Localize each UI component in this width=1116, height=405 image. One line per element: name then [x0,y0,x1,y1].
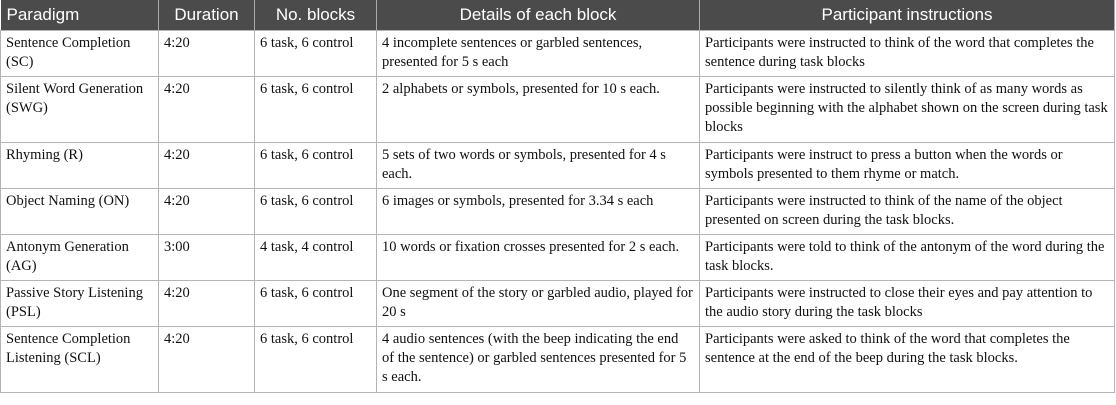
cell-blocks: 6 task, 6 control [255,143,377,189]
cell-blocks: 4 task, 4 control [255,235,377,281]
table-row [1,77,1115,143]
cell-blocks: 6 task, 6 control [255,327,377,393]
cell-duration: 4:20 [159,327,255,393]
table-row [1,281,1115,327]
cell-instructions: Participants were instruct to press a button when the words or symbols presented to them rhyme or match. [700,143,1115,189]
header-details: Details of each block [377,0,700,31]
table-row [1,143,1115,189]
cell-paradigm: Silent Word Generation (SWG) [1,77,159,143]
table-row [1,235,1115,281]
cell-details: 5 sets of two words or symbols, presented for 4 s each. [377,143,700,189]
cell-duration: 4:20 [159,143,255,189]
cell-details: One segment of the story or garbled audio, played for 20 s [377,281,700,327]
cell-blocks: 6 task, 6 control [255,77,377,143]
cell-paradigm: Rhyming (R) [1,143,159,189]
cell-details: 4 incomplete sentences or garbled sentences, presented for 5 s each [377,31,700,77]
cell-details: 4 audio sentences (with the beep indicating the end of the sentence) or garbled sentences presented for 5 s each. [377,327,700,393]
cell-details: 6 images or symbols, presented for 3.34 s each [377,189,700,235]
cell-instructions: Participants were instructed to think of the word that completes the sentence during task blocks [700,31,1115,77]
header-instructions: Participant instructions [700,0,1115,31]
cell-duration: 4:20 [159,281,255,327]
header-blocks: No. blocks [255,0,377,31]
cell-paradigm: Passive Story Listening (PSL) [1,281,159,327]
header-paradigm: Paradigm [1,0,159,31]
cell-instructions: Participants were instructed to close their eyes and pay attention to the audio story during the task blocks [700,281,1115,327]
cell-paradigm: Sentence Completion (SC) [1,31,159,77]
table-row [1,327,1115,393]
cell-instructions: Participants were instructed to silently think of as many words as possible beginning with the alphabet shown on the screen during task blocks [700,77,1115,143]
cell-instructions: Participants were told to think of the antonym of the word during the task blocks. [700,235,1115,281]
cell-paradigm: Object Naming (ON) [1,189,159,235]
cell-instructions: Participants were instructed to think of the name of the object presented on screen during the task blocks. [700,189,1115,235]
cell-duration: 4:20 [159,77,255,143]
cell-blocks: 6 task, 6 control [255,281,377,327]
table-row [1,31,1115,77]
cell-details: 10 words or fixation crosses presented for 2 s each. [377,235,700,281]
table-row [1,189,1115,235]
table-header-row [1,0,1115,31]
cell-blocks: 6 task, 6 control [255,31,377,77]
cell-paradigm: Antonym Generation (AG) [1,235,159,281]
cell-blocks: 6 task, 6 control [255,189,377,235]
cell-duration: 4:20 [159,31,255,77]
cell-duration: 3:00 [159,235,255,281]
cell-paradigm: Sentence Completion Listening (SCL) [1,327,159,393]
cell-details: 2 alphabets or symbols, presented for 10 s each. [377,77,700,143]
cell-duration: 4:20 [159,189,255,235]
header-duration: Duration [159,0,255,31]
cell-instructions: Participants were asked to think of the word that completes the sentence at the end of the beep during the task blocks. [700,327,1115,393]
